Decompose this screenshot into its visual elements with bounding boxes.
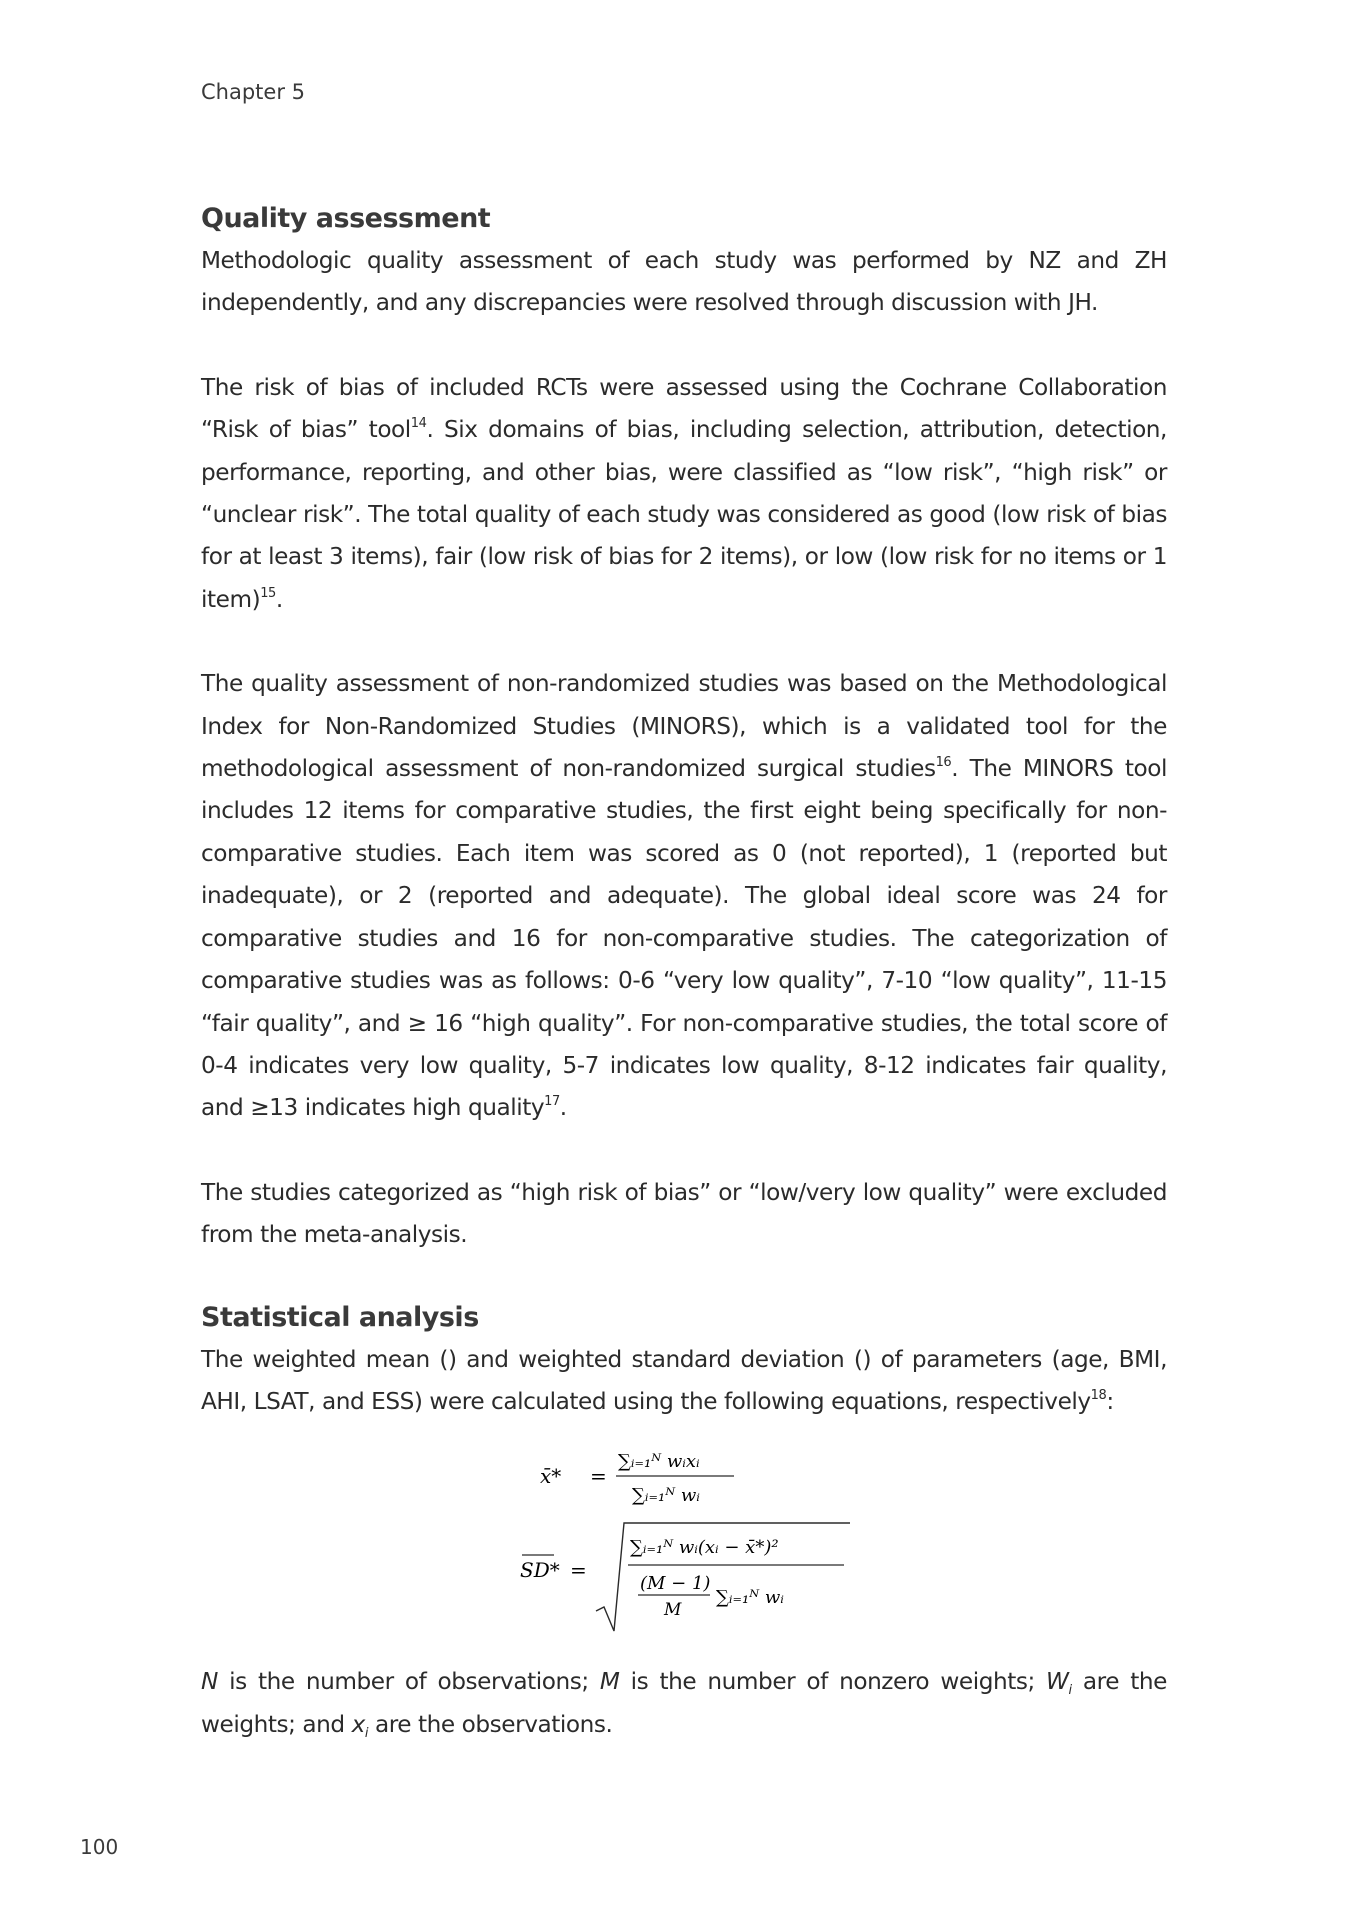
citation-ref: 17 [544,1094,560,1110]
paragraph-quality-2 [201,367,1167,621]
text-run: . [275,585,283,613]
var-n: N [201,1668,218,1696]
page-number: 100 [80,1835,119,1859]
var-m: M [599,1668,620,1696]
text-run: are the weights; and [201,1668,1167,1738]
paragraph-quality-3 [201,663,1167,1129]
weighted-sd-equation [514,1515,854,1637]
sd-numerator: ∑ᵢ₌₁ᴺ wᵢ(xᵢ − x̄*)² [630,1537,779,1559]
equals-sign: = [590,1464,607,1489]
equations-block [201,1439,1167,1637]
paragraph-statistical-2 [201,1661,1167,1746]
text-run: The quality assessment of non-randomized studies was based on the Methodological Index for Non-Randomized Studies (MINORS), which is a validated tool for the methodological assessment of non-randomized surgical studies [201,670,1167,783]
citation-ref: 16 [935,755,952,771]
section-heading-quality: Quality assessment [201,203,491,234]
citation-ref: 14 [410,416,427,432]
paragraph-quality-1: Methodologic quality assessment of each study was performed by NZ and ZH independently, and any discrepancies were resolved through discussion with JH. [201,247,1167,317]
text-run: : [1106,1387,1114,1415]
text-run: is the number of nonzero weights; [619,1668,1047,1696]
running-head: Chapter 5 [201,80,305,104]
sd-inner-numerator: (M − 1) [640,1573,711,1595]
section-heading-statistical: Statistical analysis [201,1301,479,1333]
equals-sign: = [570,1558,587,1583]
var-x-subscript: i [364,1725,369,1741]
paragraph-quality-4: The studies categorized as “high risk of bias” or “low/very low quality” were excluded from the meta-analysis. [201,1178,1167,1249]
text-run: is the number of observations; [217,1668,600,1696]
mean-lhs: x̄* [540,1464,562,1489]
main-content [201,198,1167,1746]
sd-sum-term: ∑ᵢ₌₁ᴺ wᵢ [716,1587,784,1609]
var-w: W [1046,1668,1069,1696]
text-run: The weighted mean () and weighted standard deviation () of parameters (age, BMI, AHI, LSAT, and ESS) were calculated using the following equations, respectively [201,1345,1167,1415]
mean-numerator: ∑ᵢ₌₁ᴺ wᵢxᵢ [618,1451,700,1473]
citation-ref: 18 [1090,1387,1107,1403]
text-run: . The MINORS tool includes 12 items for comparative studies, the first eight being specifically for non-comparative studies. Each item was scored as 0 (not reported), 1 (reported but inadequate), or 2 (reported and adequate). The global ideal score was 24 for comparative studies and 16 for non-comparative studies. The categorization of comparative studies was as follows: 0-6 “very low quality”, 7-10 “low quality”, 11-15 “fair quality”, and ≥ 16 “high quality”. For non-comparative studies, the total score of 0-4 indicates very low quality, 5-7 indicates low quality, 8-12 indicates fair quality, and ≥13 indicates high quality [201,755,1167,1122]
sd-lhs: SD* [520,1558,560,1583]
text-run: . [559,1094,567,1122]
sd-inner-denominator: M [664,1600,682,1621]
text-run: are the observations. [368,1710,613,1738]
text-run: The risk of bias of included RCTs were assessed using the Cochrane Collaboration “Risk of bias” tool [201,373,1167,444]
paragraph-statistical-1 [201,1339,1167,1424]
citation-ref: 15 [260,585,276,601]
mean-denominator: ∑ᵢ₌₁ᴺ wᵢ [632,1485,700,1507]
text-run: . Six domains of bias, including selection, attribution, detection, performance, reporting, and other bias, were classified as “low risk”, “high risk” or “unclear risk”. The total quality of each study was considered as good (low risk of bias for at least 3 items), fair (low risk of bias for 2 items), or low (low risk for no items or 1 item) [201,416,1167,613]
var-x: x [351,1710,365,1738]
var-w-subscript: i [1068,1683,1072,1699]
weighted-mean-equation [534,1439,834,1515]
